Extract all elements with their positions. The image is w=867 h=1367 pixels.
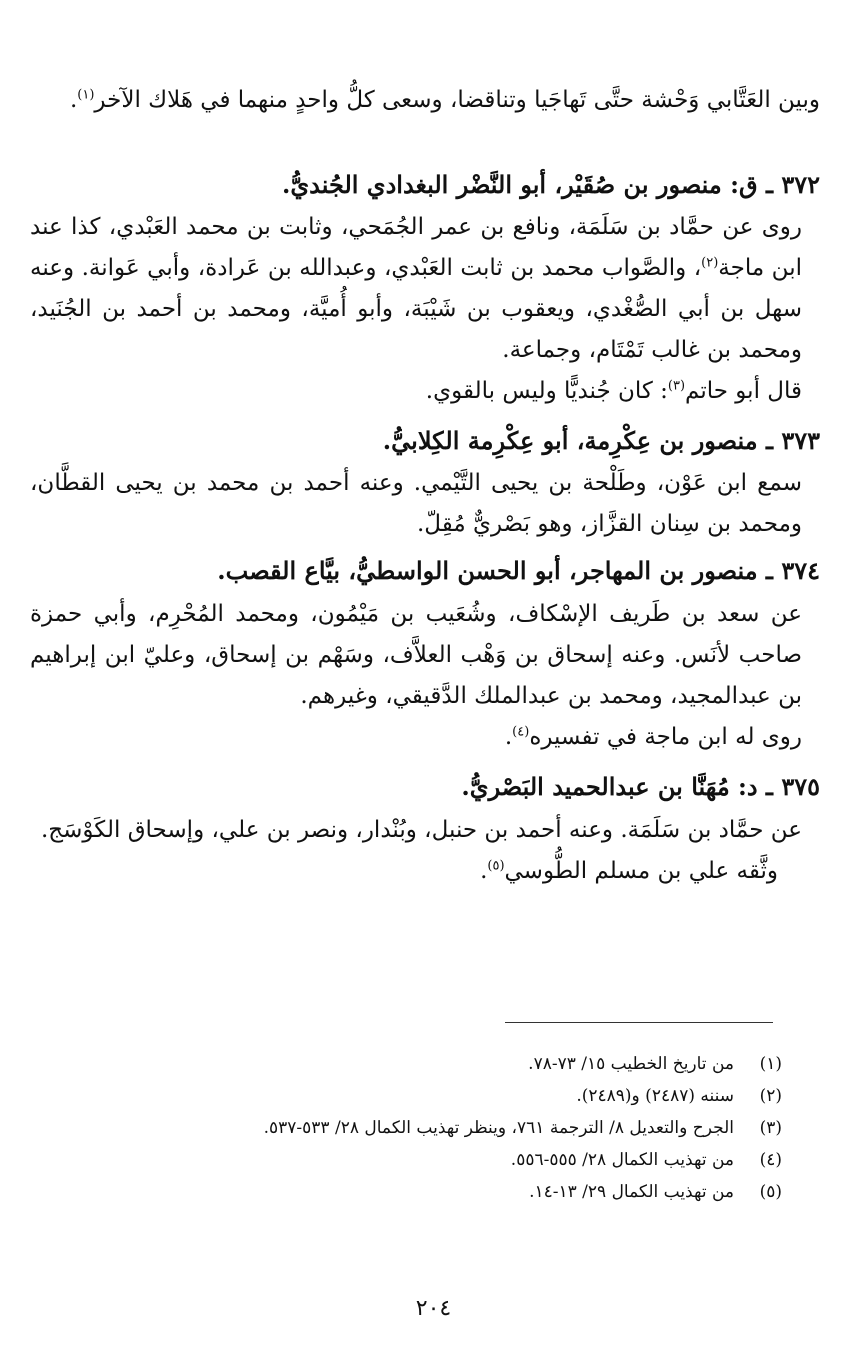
entry-375-text-b: . <box>480 858 488 884</box>
entry-374-paragraph-2 <box>30 717 820 758</box>
entry-374-body <box>30 594 820 758</box>
footnote-ref-1: (١) <box>77 87 95 103</box>
intro-end: . <box>69 87 78 113</box>
footnote-ref-5: (٥) <box>487 858 505 874</box>
entry-372-text-a: روى عن حمَّاد بن سَلَمَة، ونافع بن عمر الجُمَحي، وثابت بن محمد العَبْدي، كذا عند ابن ماجة <box>30 214 802 281</box>
footnote-divider <box>505 1022 773 1023</box>
footnote-item <box>60 1080 782 1112</box>
entry-375-paragraph-1: عن حمَّاد بن سَلَمَة. وعنه أحمد بن حنبل، وبُنْدار، ونصر بن علي، وإسحاق الكَوْسَج. <box>40 817 802 843</box>
footnote-number: (١) <box>759 1054 782 1074</box>
footnote-number: (٥) <box>759 1182 782 1202</box>
entry-373-heading: ٣٧٣ ـ منصور بن عِكْرِمة، أبو عِكْرِمة الكِلابيُّ. <box>382 426 820 455</box>
entry-375-body <box>30 810 820 892</box>
footnote-text: الجرح والتعديل ٨/ الترجمة ٧٦١، وينظر تهذيب الكمال ٢٨/ ٥٣٣-٥٣٧. <box>263 1118 734 1138</box>
entry-374-text-b: . <box>504 724 513 750</box>
entry-372-quote-a: قال أبو حاتم <box>685 378 802 404</box>
intro-text: وبين العَتَّابي وَحْشة حتَّى تَهاجَيا وتناقضا، وسعى كلُّ واحدٍ منهما في هَلاك الآخر <box>94 87 820 113</box>
footnote-ref-2: (٢) <box>701 255 719 271</box>
footnote-item <box>60 1112 782 1144</box>
entry-375-paragraph-2 <box>30 851 820 892</box>
footnote-ref-3: (٣) <box>667 378 686 394</box>
footnote-item <box>60 1176 782 1208</box>
entry-374-text-a: روى له ابن ماجة في تفسيره <box>529 724 802 750</box>
footnote-text: من تهذيب الكمال ٢٨/ ٥٥٥-٥٥٦. <box>510 1150 734 1170</box>
footnotes <box>60 1048 782 1208</box>
entry-373-paragraph-1: سمع ابن عَوْن، وطَلْحة بن يحيى التَّيْمي. وعنه أحمد بن محمد بن يحيى القطَّان، ومحمد بن سِنان القزَّاز، وهو بَصْريٌّ مُقِلّ. <box>30 470 802 537</box>
footnote-text: من تهذيب الكمال ٢٩/ ١٣-١٤. <box>529 1182 734 1202</box>
intro-paragraph <box>30 80 820 121</box>
footnote-number: (٤) <box>759 1150 782 1170</box>
page-number: ٢٠٤ <box>415 1296 452 1321</box>
footnote-text: سننه (٢٤٨٧) و(٢٤٨٩). <box>576 1086 734 1106</box>
entry-372-heading: ٣٧٢ ـ ق: منصور بن صُقَيْر، أبو النَّضْر البغدادي الجُنديُّ. <box>282 170 820 199</box>
entry-372-paragraph-2 <box>30 371 820 412</box>
entry-373-body <box>30 463 820 545</box>
footnote-item <box>60 1144 782 1176</box>
entry-375-text-a: وثَّقه علي بن مسلم الطُّوسي <box>504 858 778 884</box>
footnote-item <box>60 1048 782 1080</box>
entry-372-text-b: ، والصَّواب محمد بن ثابت العَبْدي، وعبدالله بن عَرادة، وأبي عَوانة. وعنه سهل بن أبي الصُّغْدي، ويعقوب بن شَيْبَة، وأبو أُميَّة، ومحمد بن أحمد بن الجُنَيد، ومحمد بن غالب تَمْتَام، وجماعة. <box>30 255 802 363</box>
footnote-number: (٢) <box>759 1086 782 1106</box>
footnote-text: من تاريخ الخطيب ١٥/ ٧٣-٧٨. <box>528 1054 734 1074</box>
entry-372-paragraph-1 <box>30 207 820 371</box>
entry-375-heading: ٣٧٥ ـ د: مُهَنَّا بن عبدالحميد البَصْريُّ. <box>461 772 820 801</box>
entry-372-quote-b: : كان جُنديًّا وليس بالقوي. <box>425 378 668 404</box>
footnote-ref-4: (٤) <box>512 724 530 740</box>
footnote-number: (٣) <box>759 1118 782 1138</box>
entry-374-paragraph-1: عن سعد بن طَريف الإسْكاف، وشُعَيب بن مَيْمُون، ومحمد المُحْرِم، وأبي حمزة صاحب لأنَس. وعنه إسحاق بن وَهْب العلاَّف، وسَهْم بن إسحاق، وعليّ ابن إبراهيم بن عبدالمجيد، ومحمد بن عبدالملك الدَّقيقي، وغيرهم. <box>30 601 802 709</box>
entry-372-body <box>30 207 820 412</box>
entry-374-heading: ٣٧٤ ـ منصور بن المهاجر، أبو الحسن الواسطيُّ، بيَّاع القصب. <box>217 556 820 585</box>
